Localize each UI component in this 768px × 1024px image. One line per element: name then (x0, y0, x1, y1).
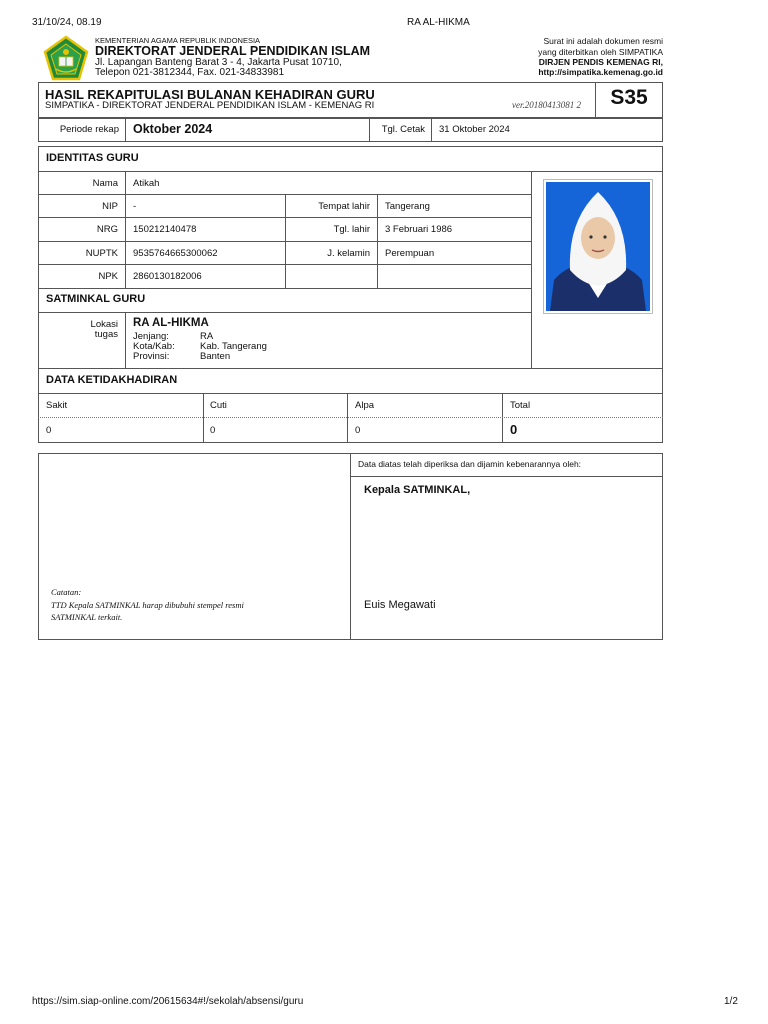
absence-value-total: 0 (510, 422, 518, 437)
note-title: Catatan: (51, 587, 82, 597)
provinsi-value: Banten (200, 351, 231, 362)
nama-value: Atikah (133, 178, 160, 189)
print-date-value: 31 Oktober 2024 (439, 124, 510, 135)
period-label: Periode rekap (59, 124, 119, 135)
note-line-2: SATMINKAL terkait. (51, 612, 123, 622)
absence-header-cuti: Cuti (210, 400, 227, 411)
gender-label: J. kelamin (327, 248, 370, 259)
print-footer-url: https://sim.siap-online.com/20615634#!/sekolah/absensi/guru (32, 996, 304, 1007)
absence-section-title: DATA KETIDAKHADIRAN (46, 374, 178, 386)
letterhead-phone: Telepon 021-3812344, Fax. 021-34833981 (95, 67, 285, 78)
print-page-title: RA AL-HIKMA (407, 17, 470, 28)
absence-value-alpa: 0 (355, 425, 361, 436)
absence-header-alpa: Alpa (355, 400, 375, 411)
period-row (38, 118, 663, 142)
birthplace-label: Tempat lahir (318, 201, 370, 212)
signer-role: Kepala SATMINKAL, (364, 484, 471, 496)
kota-label: Kota/Kab: (133, 341, 175, 352)
print-date-label: Tgl. Cetak (381, 124, 425, 135)
jenjang-value: RA (200, 331, 214, 342)
report-subtitle: SIMPATIKA - DIREKTORAT JENDERAL PENDIDIKAN ISLAM - KEMENAG RI (45, 100, 375, 111)
simpatika-url[interactable]: http://simpatika.kemenag.go.id (538, 67, 663, 77)
location-label: Lokasi (90, 319, 118, 330)
location-label-2: tugas (94, 329, 118, 340)
npk-label: NPK (98, 271, 118, 282)
absence-header-total: Total (510, 400, 531, 411)
absence-value-sakit: 0 (46, 425, 52, 436)
period-value: Oktober 2024 (133, 122, 213, 136)
print-datetime: 31/10/24, 08.19 (32, 17, 102, 28)
nrg-value: 150212140478 (133, 224, 197, 235)
report-version: ver.20180413081 2 (512, 100, 581, 110)
official-notice-1: Surat ini adalah dokumen resmi (543, 36, 663, 46)
directorate-name: DIREKTORAT JENDERAL PENDIDIKAN ISLAM (95, 44, 371, 58)
nip-label: NIP (102, 201, 118, 212)
signer-name: Euis Megawati (364, 599, 436, 611)
teacher-photo (543, 179, 653, 314)
kemenag-emblem-icon (42, 35, 90, 83)
kota-value: Kab. Tangerang (200, 341, 267, 352)
nuptk-label: NUPTK (85, 248, 118, 259)
nrg-label: NRG (96, 224, 118, 235)
ministry-name: KEMENTERIAN AGAMA REPUBLIK INDONESIA (95, 36, 261, 45)
satminkal-section-title: SATMINKAL GURU (46, 293, 146, 305)
provinsi-label: Provinsi: (133, 351, 170, 362)
jenjang-label: Jenjang: (133, 331, 169, 342)
npk-value: 2860130182006 (133, 271, 202, 282)
identity-section-title: IDENTITAS GURU (46, 152, 139, 164)
report-code: S35 (610, 86, 648, 109)
absence-header-sakit: Sakit (46, 400, 68, 411)
official-notice-2: yang diterbitkan oleh SIMPATIKA (538, 47, 663, 57)
official-notice-3: DIRJEN PENDIS KEMENAG RI, (538, 57, 663, 67)
nama-label: Nama (92, 178, 118, 189)
note-line-1: TTD Kepala SATMINKAL harap dibubuhi stempel resmi (51, 600, 244, 610)
report-title: HASIL REKAPITULASI BULANAN KEHADIRAN GURU (45, 87, 375, 102)
verification-statement: Data diatas telah diperiksa dan dijamin kebenarannya oleh: (358, 459, 582, 469)
letterhead-address: Jl. Lapangan Banteng Barat 3 - 4, Jakarta Pusat 10710, (95, 57, 342, 68)
nip-value: - (133, 201, 137, 212)
birthdate-label: Tgl. lahir (333, 224, 370, 235)
nuptk-value: 9535764665300062 (133, 248, 218, 259)
print-footer-page: 1/2 (724, 996, 738, 1007)
absence-value-cuti: 0 (210, 425, 216, 436)
birthdate-value: 3 Februari 1986 (385, 224, 453, 235)
satminkal-name: RA AL-HIKMA (133, 317, 209, 329)
gender-value: Perempuan (385, 248, 435, 259)
birthplace-value: Tangerang (385, 201, 430, 212)
